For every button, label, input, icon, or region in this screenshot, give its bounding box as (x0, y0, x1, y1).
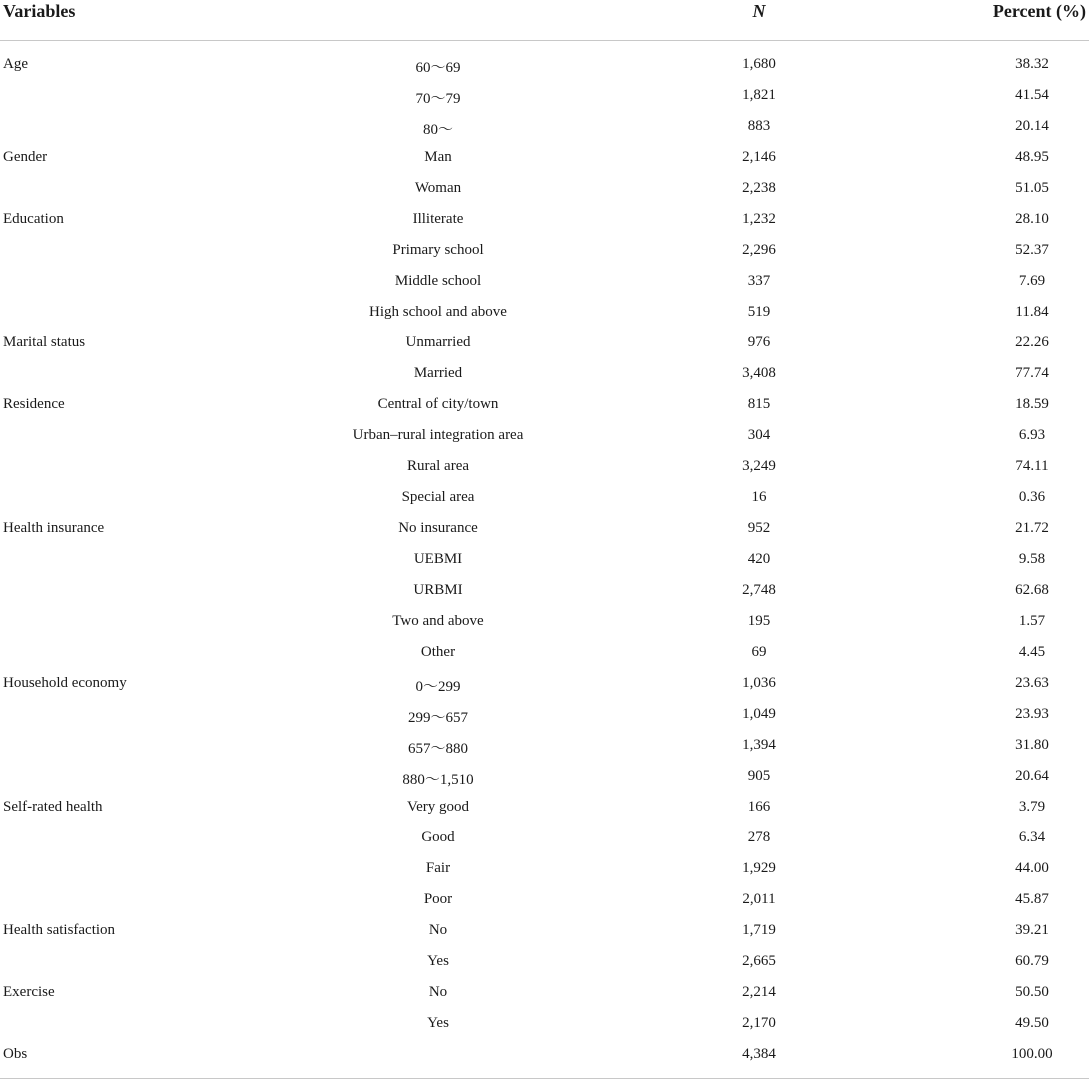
table-row (0, 644, 1089, 675)
percent-cell: 22.26 (1015, 334, 1049, 351)
variable-cell: Self-rated health (3, 798, 103, 815)
table-row (0, 87, 1089, 118)
percent-cell: 51.05 (1015, 179, 1049, 196)
percent-cell: 49.50 (1015, 1015, 1049, 1032)
table-row (0, 891, 1089, 922)
table-row (0, 118, 1089, 149)
category-cell: URBMI (413, 581, 463, 598)
table-header (0, 0, 1089, 41)
n-cell: 519 (747, 303, 771, 320)
table-row (0, 582, 1089, 613)
category-cell: 80～ (422, 121, 454, 138)
n-cell: 4,384 (742, 1046, 776, 1062)
table-row (0, 334, 1089, 365)
category-cell: Unmarried (405, 334, 471, 351)
table-row (0, 706, 1089, 737)
table-row (0, 211, 1089, 242)
category-cell: Woman (414, 179, 462, 196)
category-cell: Poor (423, 891, 453, 908)
percent-cell: 23.93 (1015, 705, 1049, 722)
table-row (0, 799, 1089, 830)
table-row (0, 365, 1089, 396)
n-cell: 2,238 (742, 179, 776, 196)
table-row (0, 273, 1089, 304)
n-cell: 976 (747, 334, 771, 351)
n-cell: 905 (747, 767, 771, 784)
category-cell: Special area (401, 489, 475, 506)
table-row (0, 1015, 1089, 1046)
table-row (0, 984, 1089, 1015)
category-cell: Yes (427, 1015, 449, 1032)
category-cell: 70～79 (415, 90, 461, 107)
table-row (0, 396, 1089, 427)
table-row (0, 458, 1089, 489)
percent-cell: 38.32 (1015, 56, 1049, 72)
category-cell: Central of city/town (377, 396, 499, 413)
percent-cell: 31.80 (1015, 736, 1049, 753)
n-cell: 883 (747, 117, 771, 134)
percent-cell: 21.72 (1015, 520, 1049, 537)
table-row (0, 953, 1089, 984)
n-cell: 1,821 (742, 86, 776, 103)
variable-cell: Obs (3, 1046, 28, 1062)
percent-cell: 48.95 (1015, 148, 1049, 165)
variable-cell: Household economy (3, 674, 127, 691)
category-cell: UEBMI (413, 551, 463, 567)
category-cell: 880～1,510 (402, 771, 474, 788)
category-cell: Urban–rural integration area (352, 427, 524, 444)
variable-cell: Age (3, 56, 28, 72)
percent-cell: 52.37 (1015, 241, 1049, 258)
n-cell: 1,049 (742, 705, 776, 722)
n-cell: 195 (747, 612, 771, 629)
table-row (0, 860, 1089, 891)
table-row (0, 829, 1089, 860)
category-cell: Fair (425, 860, 451, 877)
category-cell: Two and above (392, 612, 484, 629)
percent-cell: 6.34 (1018, 829, 1046, 846)
category-cell: High school and above (369, 303, 507, 320)
category-cell: Rural area (406, 458, 470, 475)
percent-cell: 62.68 (1015, 581, 1049, 598)
percent-cell: 45.87 (1015, 891, 1049, 908)
n-cell: 3,249 (742, 458, 776, 475)
variable-cell: Health satisfaction (3, 922, 116, 939)
category-cell: Good (421, 829, 455, 846)
header-variables: Variables (3, 1, 76, 21)
table-row (0, 180, 1089, 211)
percent-cell: 60.79 (1015, 953, 1049, 970)
n-cell: 1,680 (742, 56, 776, 72)
percent-cell: 50.50 (1015, 984, 1049, 1001)
table-row (0, 768, 1089, 799)
variable-cell: Education (3, 210, 64, 227)
category-cell: Illiterate (412, 210, 464, 227)
percent-cell: 41.54 (1015, 86, 1049, 103)
percent-cell: 7.69 (1018, 272, 1046, 289)
percent-cell: 20.14 (1015, 117, 1049, 134)
percent-cell: 4.45 (1018, 643, 1046, 660)
header-n: N (752, 1, 766, 21)
table-row (0, 1046, 1089, 1077)
n-cell: 69 (751, 643, 767, 660)
table-row (0, 427, 1089, 458)
category-cell: 60～69 (415, 60, 461, 76)
category-cell: Married (413, 365, 463, 382)
category-cell: Very good (406, 798, 470, 815)
n-cell: 3,408 (742, 365, 776, 382)
n-cell: 1,719 (742, 922, 776, 939)
n-cell: 2,170 (742, 1015, 776, 1032)
table-row (0, 149, 1089, 180)
variable-cell: Residence (3, 396, 65, 413)
table-row (0, 922, 1089, 953)
percent-cell: 9.58 (1018, 551, 1046, 567)
percent-cell: 18.59 (1015, 396, 1049, 413)
percent-cell: 23.63 (1015, 674, 1049, 691)
percent-cell: 100.00 (1011, 1046, 1053, 1062)
percent-cell: 11.84 (1015, 303, 1049, 320)
n-cell: 952 (747, 520, 771, 537)
n-cell: 2,665 (742, 953, 776, 970)
table-row (0, 489, 1089, 520)
category-cell: Other (420, 643, 456, 660)
n-cell: 1,036 (742, 674, 776, 691)
percent-cell: 3.79 (1018, 798, 1046, 815)
n-cell: 337 (747, 272, 771, 289)
n-cell: 1,929 (742, 860, 776, 877)
n-cell: 420 (747, 551, 771, 567)
table-row (0, 675, 1089, 706)
n-cell: 304 (747, 427, 771, 444)
table-row (0, 613, 1089, 644)
percent-cell: 0.36 (1018, 489, 1046, 506)
n-cell: 278 (747, 829, 771, 846)
category-cell: Yes (427, 953, 449, 970)
table-row (0, 551, 1089, 582)
category-cell: Middle school (394, 272, 482, 289)
n-cell: 1,394 (742, 736, 776, 753)
n-cell: 2,146 (742, 148, 776, 165)
n-cell: 2,296 (742, 241, 776, 258)
percent-cell: 6.93 (1018, 427, 1046, 444)
n-cell: 2,748 (742, 581, 776, 598)
category-cell: Primary school (392, 241, 484, 258)
category-cell: 657～880 (407, 740, 469, 757)
n-cell: 166 (747, 798, 771, 815)
n-cell: 1,232 (742, 210, 776, 227)
category-cell: No (428, 922, 448, 939)
percent-cell: 1.57 (1018, 612, 1046, 629)
table-row (0, 520, 1089, 551)
percent-cell: 74.11 (1015, 458, 1049, 475)
n-cell: 2,011 (742, 891, 776, 908)
table-row (0, 56, 1089, 87)
category-cell: No insurance (398, 520, 478, 537)
category-cell: No (428, 984, 448, 1001)
bottom-rule (0, 1078, 1089, 1079)
category-cell: Man (424, 148, 452, 165)
n-cell: 16 (751, 489, 767, 506)
header-percent: Percent (%) (992, 1, 1086, 21)
percent-cell: 20.64 (1015, 767, 1049, 784)
variable-cell: Marital status (3, 334, 86, 351)
table-row (0, 737, 1089, 768)
table-body (0, 41, 1089, 1077)
category-cell: 0～299 (415, 678, 461, 695)
percent-cell: 28.10 (1015, 210, 1049, 227)
variable-cell: Health insurance (3, 520, 105, 537)
percent-cell: 44.00 (1015, 860, 1049, 877)
percent-cell: 77.74 (1015, 365, 1049, 382)
category-cell: 299～657 (407, 709, 469, 726)
n-cell: 815 (747, 396, 771, 413)
variable-cell: Gender (3, 148, 48, 165)
table-row (0, 242, 1089, 273)
table-row (0, 304, 1089, 335)
n-cell: 2,214 (742, 984, 776, 1001)
variable-cell: Exercise (3, 984, 55, 1001)
percent-cell: 39.21 (1015, 922, 1049, 939)
